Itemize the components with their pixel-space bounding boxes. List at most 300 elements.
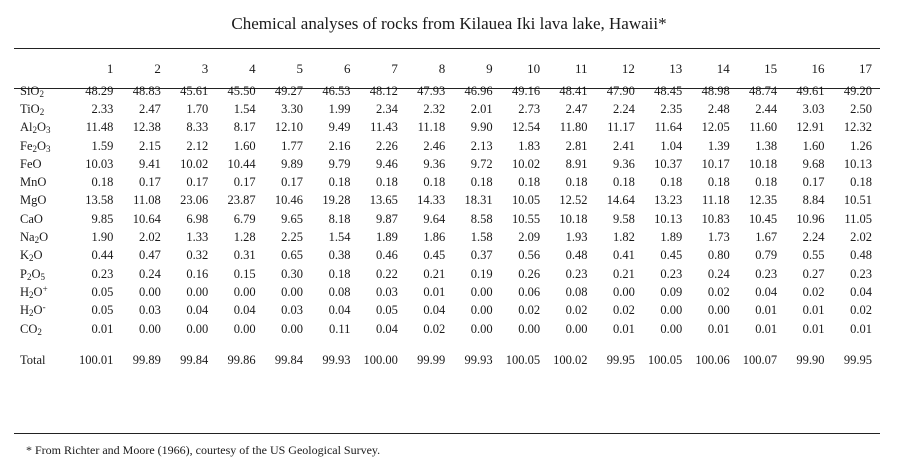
table-cell: 1.59 — [91, 138, 114, 153]
table-cell: 0.00 — [470, 284, 493, 299]
table-cell: 0.26 — [518, 266, 541, 281]
table-cell: 0.65 — [281, 248, 304, 263]
table-cell: 10.55 — [511, 211, 541, 226]
table-cell: 0.32 — [186, 248, 209, 263]
table-cell: 1.99 — [328, 101, 351, 116]
total-cell: 100.01 — [79, 352, 114, 367]
column-header: 4 — [249, 61, 256, 76]
table-cell: 10.37 — [654, 156, 683, 171]
table-cell: 46.96 — [464, 83, 493, 98]
table-cell: 0.06 — [518, 284, 541, 299]
table-cell: 0.16 — [186, 266, 209, 281]
row-label — [14, 82, 74, 100]
table-cell: 0.47 — [138, 248, 161, 263]
table-cell: 9.41 — [138, 156, 161, 171]
table-cell: 48.41 — [559, 83, 588, 98]
row-label-part: K — [20, 248, 30, 263]
table-cell: 1.77 — [281, 138, 304, 153]
total-cell: 99.95 — [606, 352, 635, 367]
table-cell: 2.47 — [565, 101, 588, 116]
table-cell: 0.02 — [423, 321, 446, 336]
row-label-part: 2 — [29, 289, 34, 300]
row-label-part: 2 — [39, 88, 44, 99]
column-header: 1 — [106, 61, 114, 76]
table-cell: 0.38 — [328, 248, 351, 263]
table-cell: 1.26 — [850, 138, 872, 153]
table-cell: 0.23 — [755, 266, 778, 281]
table-cell: 0.18 — [328, 266, 351, 281]
table-cell: 0.01 — [423, 284, 446, 299]
table-cell: 49.61 — [796, 83, 825, 98]
table-cell: 2.34 — [375, 101, 398, 116]
row-label-part: CaO — [20, 211, 43, 226]
table-cell: 45.50 — [227, 83, 256, 98]
total-cell: 99.84 — [180, 352, 209, 367]
table-cell: 2.25 — [281, 230, 304, 245]
table-cell: 0.46 — [375, 248, 398, 263]
table-cell: 0.17 — [186, 175, 209, 190]
row-label-part: 3 — [46, 125, 51, 136]
table-cell: 12.38 — [132, 120, 161, 135]
table-cell: 46.53 — [322, 83, 351, 98]
row-label — [14, 192, 74, 210]
table-cell: 8.84 — [802, 193, 825, 208]
table-cell: 2.24 — [802, 230, 825, 245]
table-cell: 2.12 — [186, 138, 209, 153]
table-cell: 0.00 — [186, 321, 209, 336]
table-cell: 0.79 — [755, 248, 778, 263]
chemical-analyses-table — [14, 56, 880, 370]
table-cell: 0.03 — [281, 303, 304, 318]
table-cell: 45.61 — [180, 83, 209, 98]
table-cell: 0.04 — [755, 284, 778, 299]
total-cell: 99.93 — [322, 352, 351, 367]
row-label-part: O — [39, 230, 49, 245]
table-cell: 12.32 — [843, 120, 872, 135]
table-cell: 0.17 — [233, 175, 256, 190]
table-cell: 13.23 — [654, 193, 683, 208]
row-label — [14, 210, 74, 228]
table-cell: 0.00 — [660, 321, 683, 336]
table-cell: 0.17 — [138, 175, 161, 190]
column-header: 9 — [486, 61, 493, 76]
table-cell: 8.91 — [565, 156, 588, 171]
total-cell: 100.00 — [363, 352, 398, 367]
table-cell: 9.72 — [470, 156, 493, 171]
table-cell: 1.86 — [423, 230, 446, 245]
table-cell: 2.33 — [91, 101, 114, 116]
table-title: Chemical analyses of rocks from Kilauea Iki lava lake, Hawaii* — [231, 14, 667, 33]
row-label-part: 3 — [46, 143, 51, 154]
total-cell: 100.05 — [505, 352, 541, 367]
row-label-part: 2 — [29, 308, 34, 319]
table-cell: 48.29 — [85, 83, 114, 98]
table-cell: 11.17 — [607, 120, 635, 135]
table-cell: 0.00 — [186, 284, 209, 299]
table-cell: 0.27 — [802, 266, 825, 281]
table-cell: 0.17 — [802, 175, 825, 190]
table-cell: 0.04 — [375, 321, 398, 336]
table-cell: 12.10 — [274, 120, 304, 135]
table-cell: 1.28 — [233, 230, 256, 245]
table-cell: 10.13 — [654, 211, 683, 226]
table-cell: 9.79 — [328, 156, 351, 171]
row-label — [14, 228, 74, 246]
table-cell: 0.18 — [707, 175, 730, 190]
table-cell: 0.21 — [423, 266, 446, 281]
table-cell: 0.01 — [755, 303, 778, 318]
table-cell: 2.16 — [328, 138, 351, 153]
table-cell: 0.23 — [660, 266, 683, 281]
table-cell: 0.45 — [660, 248, 683, 263]
table-cell: 1.33 — [186, 230, 209, 245]
table-cell: 0.00 — [470, 321, 493, 336]
column-header: 17 — [859, 61, 872, 76]
table-cell: 23.06 — [180, 193, 209, 208]
table-cell: 10.44 — [227, 156, 256, 171]
table-cell: 1.04 — [660, 138, 683, 153]
table-cell: 0.56 — [518, 248, 541, 263]
table-cell: 1.54 — [328, 230, 351, 245]
row-label-part: FeO — [20, 156, 42, 171]
table-cell: 0.01 — [91, 321, 114, 336]
table-cell: 0.00 — [138, 284, 161, 299]
table-row — [14, 192, 880, 210]
table-cell: 14.33 — [417, 193, 446, 208]
row-label-part: 2 — [29, 253, 34, 264]
table-cell: 10.13 — [843, 156, 872, 171]
total-cell: 99.90 — [796, 352, 825, 367]
row-label — [14, 155, 74, 173]
table-cell: 0.01 — [802, 303, 825, 318]
table-cell: 1.89 — [375, 230, 398, 245]
table-cell: 0.23 — [565, 266, 588, 281]
table-cell: 47.93 — [417, 83, 446, 98]
table-cell: 0.30 — [281, 266, 304, 281]
table-cell: 2.02 — [850, 230, 872, 245]
table-cell: 10.02 — [511, 156, 541, 171]
table-cell: 0.02 — [850, 303, 872, 318]
row-label-part: O — [37, 138, 47, 153]
table-cell: 10.64 — [132, 211, 161, 226]
table-cell: 1.39 — [707, 138, 730, 153]
table-cell: 0.04 — [233, 303, 256, 318]
row-label-part: 2 — [37, 326, 42, 337]
table-cell: 0.48 — [565, 248, 588, 263]
table-cell: 48.12 — [369, 83, 398, 98]
table-cell: 1.82 — [613, 230, 635, 245]
table-cell: 0.09 — [660, 284, 683, 299]
total-label: Total — [20, 352, 46, 367]
table-row — [14, 82, 880, 100]
column-header: 14 — [716, 61, 730, 76]
table-cell: 8.58 — [470, 211, 493, 226]
table-cell: 0.03 — [375, 284, 398, 299]
table-cell: 10.18 — [748, 156, 778, 171]
table-cell: 9.49 — [328, 120, 351, 135]
table-cell: 0.00 — [233, 284, 256, 299]
table-cell: 2.46 — [423, 138, 446, 153]
row-label — [14, 119, 74, 137]
table-cell: 9.36 — [423, 156, 446, 171]
table-cell: 1.90 — [91, 230, 114, 245]
table-cell: 0.00 — [470, 303, 493, 318]
row-label-part: O — [37, 120, 47, 135]
row-label-part: 2 — [39, 106, 45, 117]
table-cell: 6.79 — [233, 211, 256, 226]
row-label-part: H — [20, 303, 30, 318]
table-cell: 9.58 — [613, 211, 635, 226]
table-cell: 0.18 — [565, 175, 588, 190]
table-cell: 2.09 — [518, 230, 541, 245]
table-row — [14, 283, 880, 301]
column-header: 8 — [438, 61, 446, 76]
row-label-part: - — [42, 302, 46, 313]
table-cell: 0.11 — [329, 321, 351, 336]
table-cell: 0.01 — [613, 321, 635, 336]
row-label — [14, 247, 74, 265]
table-cell: 13.65 — [369, 193, 398, 208]
table-cell: 10.18 — [559, 211, 588, 226]
table-cell: 2.01 — [470, 101, 493, 116]
column-header: 10 — [527, 61, 541, 76]
row-label-part: Al — [20, 120, 33, 135]
table-cell: 0.08 — [565, 284, 588, 299]
table-cell: 14.64 — [606, 193, 635, 208]
table-cell: 0.00 — [660, 303, 683, 318]
table-cell: 9.85 — [91, 211, 114, 226]
table-cell: 10.02 — [180, 156, 209, 171]
table-cell: 0.18 — [613, 175, 635, 190]
table-cell: 0.31 — [233, 248, 256, 263]
footnote: * From Richter and Moore (1966), courtesy of the US Geological Survey. — [26, 443, 381, 457]
table-cell: 0.00 — [281, 284, 304, 299]
table-cell: 1.73 — [707, 230, 730, 245]
table-cell: 48.83 — [132, 83, 161, 98]
total-cell: 100.07 — [742, 352, 778, 367]
table-cell: 2.48 — [707, 101, 730, 116]
table-cell: 0.00 — [565, 321, 588, 336]
table-row — [14, 100, 880, 118]
table-cell: 9.68 — [802, 156, 825, 171]
table-cell: 2.15 — [138, 138, 161, 153]
table-cell: 2.32 — [423, 101, 446, 116]
table-row — [14, 155, 880, 173]
table-cell: 0.00 — [281, 321, 304, 336]
table-cell: 2.02 — [138, 230, 161, 245]
row-label-part: 2 — [26, 271, 32, 282]
row-label-part: 2 — [34, 235, 40, 246]
table-cell: 2.26 — [375, 138, 398, 153]
table-row — [14, 320, 880, 338]
total-cell: 99.99 — [417, 352, 446, 367]
row-label-part: 2 — [32, 143, 37, 154]
table-cell: 49.16 — [511, 83, 541, 98]
table-cell: 0.05 — [375, 303, 398, 318]
total-cell: 99.95 — [843, 352, 872, 367]
column-header: 2 — [154, 61, 161, 76]
table-cell: 0.15 — [233, 266, 256, 281]
row-label-part: H — [20, 284, 30, 299]
table-cell: 10.96 — [796, 211, 825, 226]
table-cell: 1.38 — [755, 138, 778, 153]
table-cell: 0.00 — [518, 321, 541, 336]
table-cell: 11.18 — [417, 120, 446, 135]
row-label — [14, 100, 74, 118]
row-label-part: TiO — [20, 101, 40, 116]
table-cell: 11.08 — [133, 193, 161, 208]
table-cell: 0.00 — [138, 321, 161, 336]
table-cell: 0.44 — [91, 248, 114, 263]
table-cell: 9.89 — [281, 156, 304, 171]
table-cell: 48.98 — [701, 83, 730, 98]
table-cell: 0.04 — [423, 303, 446, 318]
table-cell: 0.08 — [328, 284, 351, 299]
column-header: 5 — [296, 61, 304, 76]
table-cell: 11.43 — [370, 120, 398, 135]
table-cell: 8.18 — [328, 211, 351, 226]
table-row — [14, 173, 880, 191]
table-cell: 12.52 — [559, 193, 588, 208]
table-cell: 0.18 — [91, 175, 114, 190]
table-cell: 0.01 — [802, 321, 825, 336]
table-cell: 10.45 — [748, 211, 778, 226]
row-label-part: 5 — [40, 271, 45, 282]
table-cell: 23.87 — [227, 193, 256, 208]
row-label-part: O — [33, 248, 43, 263]
total-cell: 99.93 — [464, 352, 493, 367]
table-cell: 2.41 — [613, 138, 635, 153]
table-cell: 0.05 — [91, 284, 114, 299]
table-cell: 0.18 — [755, 175, 778, 190]
table-cell: 2.73 — [518, 101, 541, 116]
table-cell: 0.18 — [518, 175, 541, 190]
table-cell: 48.45 — [654, 83, 683, 98]
column-header: 3 — [201, 61, 209, 76]
table-cell: 0.18 — [850, 175, 872, 190]
row-label-part: Fe — [20, 138, 33, 153]
table-cell: 0.80 — [707, 248, 730, 263]
table-cell: 0.18 — [660, 175, 683, 190]
total-cell: 100.05 — [647, 352, 683, 367]
table-cell: 0.19 — [470, 266, 493, 281]
row-label-part: P — [20, 266, 27, 281]
table-cell: 11.60 — [749, 120, 778, 135]
table-cell: 2.50 — [850, 101, 872, 116]
table-body — [14, 82, 880, 370]
table-cell: 0.01 — [850, 321, 872, 336]
table-cell: 11.05 — [844, 211, 872, 226]
table-cell: 1.60 — [233, 138, 256, 153]
table-cell: 13.58 — [85, 193, 114, 208]
top-rule — [14, 48, 880, 49]
table-cell: 0.02 — [707, 284, 730, 299]
table-cell: 0.45 — [423, 248, 446, 263]
table-cell: 10.03 — [85, 156, 114, 171]
table-cell: 6.98 — [186, 211, 209, 226]
total-cell: 100.06 — [695, 352, 730, 367]
table-cell: 2.24 — [613, 101, 635, 116]
table-cell: 9.90 — [470, 120, 493, 135]
table-cell: 0.02 — [613, 303, 635, 318]
row-label — [14, 302, 74, 320]
table-cell: 10.05 — [511, 193, 541, 208]
table-row — [14, 247, 880, 265]
table-cell: 10.46 — [274, 193, 304, 208]
table-cell: 11.80 — [559, 120, 588, 135]
table-cell: 9.36 — [613, 156, 635, 171]
table-row — [14, 137, 880, 155]
bottom-rule — [14, 433, 880, 434]
row-label — [14, 283, 74, 301]
table-cell: 3.03 — [802, 101, 825, 116]
table-cell: 10.17 — [701, 156, 730, 171]
column-header: 11 — [574, 61, 588, 76]
table-cell: 0.41 — [613, 248, 635, 263]
table-cell: 0.37 — [470, 248, 493, 263]
table-cell: 0.17 — [281, 175, 304, 190]
table-cell: 10.51 — [843, 193, 872, 208]
row-label-part: 2 — [32, 125, 37, 136]
table-cell: 0.24 — [138, 266, 161, 281]
table-cell: 1.83 — [518, 138, 541, 153]
row-label-part: + — [42, 283, 48, 294]
table-cell: 0.18 — [470, 175, 493, 190]
table-cell: 8.33 — [186, 120, 209, 135]
table-cell: 2.47 — [138, 101, 161, 116]
table-cell: 12.35 — [748, 193, 778, 208]
table-cell: 0.03 — [138, 303, 161, 318]
table-row — [14, 265, 880, 283]
table-cell: 2.13 — [470, 138, 493, 153]
table-cell: 1.67 — [755, 230, 778, 245]
table-cell: 0.05 — [91, 303, 114, 318]
table-cell: 12.05 — [701, 120, 730, 135]
table-cell: 0.55 — [802, 248, 825, 263]
table-cell: 0.04 — [328, 303, 351, 318]
table-cell: 1.89 — [660, 230, 683, 245]
table-cell: 0.00 — [613, 284, 635, 299]
column-header: 7 — [391, 61, 398, 76]
table-cell: 0.01 — [707, 321, 730, 336]
table-cell: 2.35 — [660, 101, 683, 116]
table-cell: 0.21 — [613, 266, 635, 281]
table-cell: 0.01 — [755, 321, 778, 336]
column-header-row — [14, 56, 880, 82]
table-cell: 47.90 — [606, 83, 635, 98]
table-cell: 0.23 — [850, 266, 872, 281]
table-cell: 49.20 — [843, 83, 872, 98]
table-cell: 11.48 — [85, 120, 114, 135]
table-cell: 49.27 — [274, 83, 304, 98]
row-label — [14, 265, 74, 283]
table-row — [14, 210, 880, 228]
row-label-part: MnO — [20, 175, 47, 190]
total-row — [14, 338, 880, 370]
total-cell: 100.02 — [553, 352, 588, 367]
table-cell: 9.65 — [281, 211, 304, 226]
row-label-part: SiO — [20, 83, 40, 98]
column-header: 12 — [621, 61, 635, 76]
row-label-part: O — [33, 303, 43, 318]
table-cell: 10.83 — [701, 211, 730, 226]
table-cell: 1.58 — [470, 230, 493, 245]
row-label-part: O — [33, 284, 43, 299]
table-cell: 0.48 — [850, 248, 872, 263]
table-cell: 1.60 — [802, 138, 825, 153]
table-cell: 1.70 — [186, 101, 209, 116]
column-header: 13 — [669, 61, 683, 76]
